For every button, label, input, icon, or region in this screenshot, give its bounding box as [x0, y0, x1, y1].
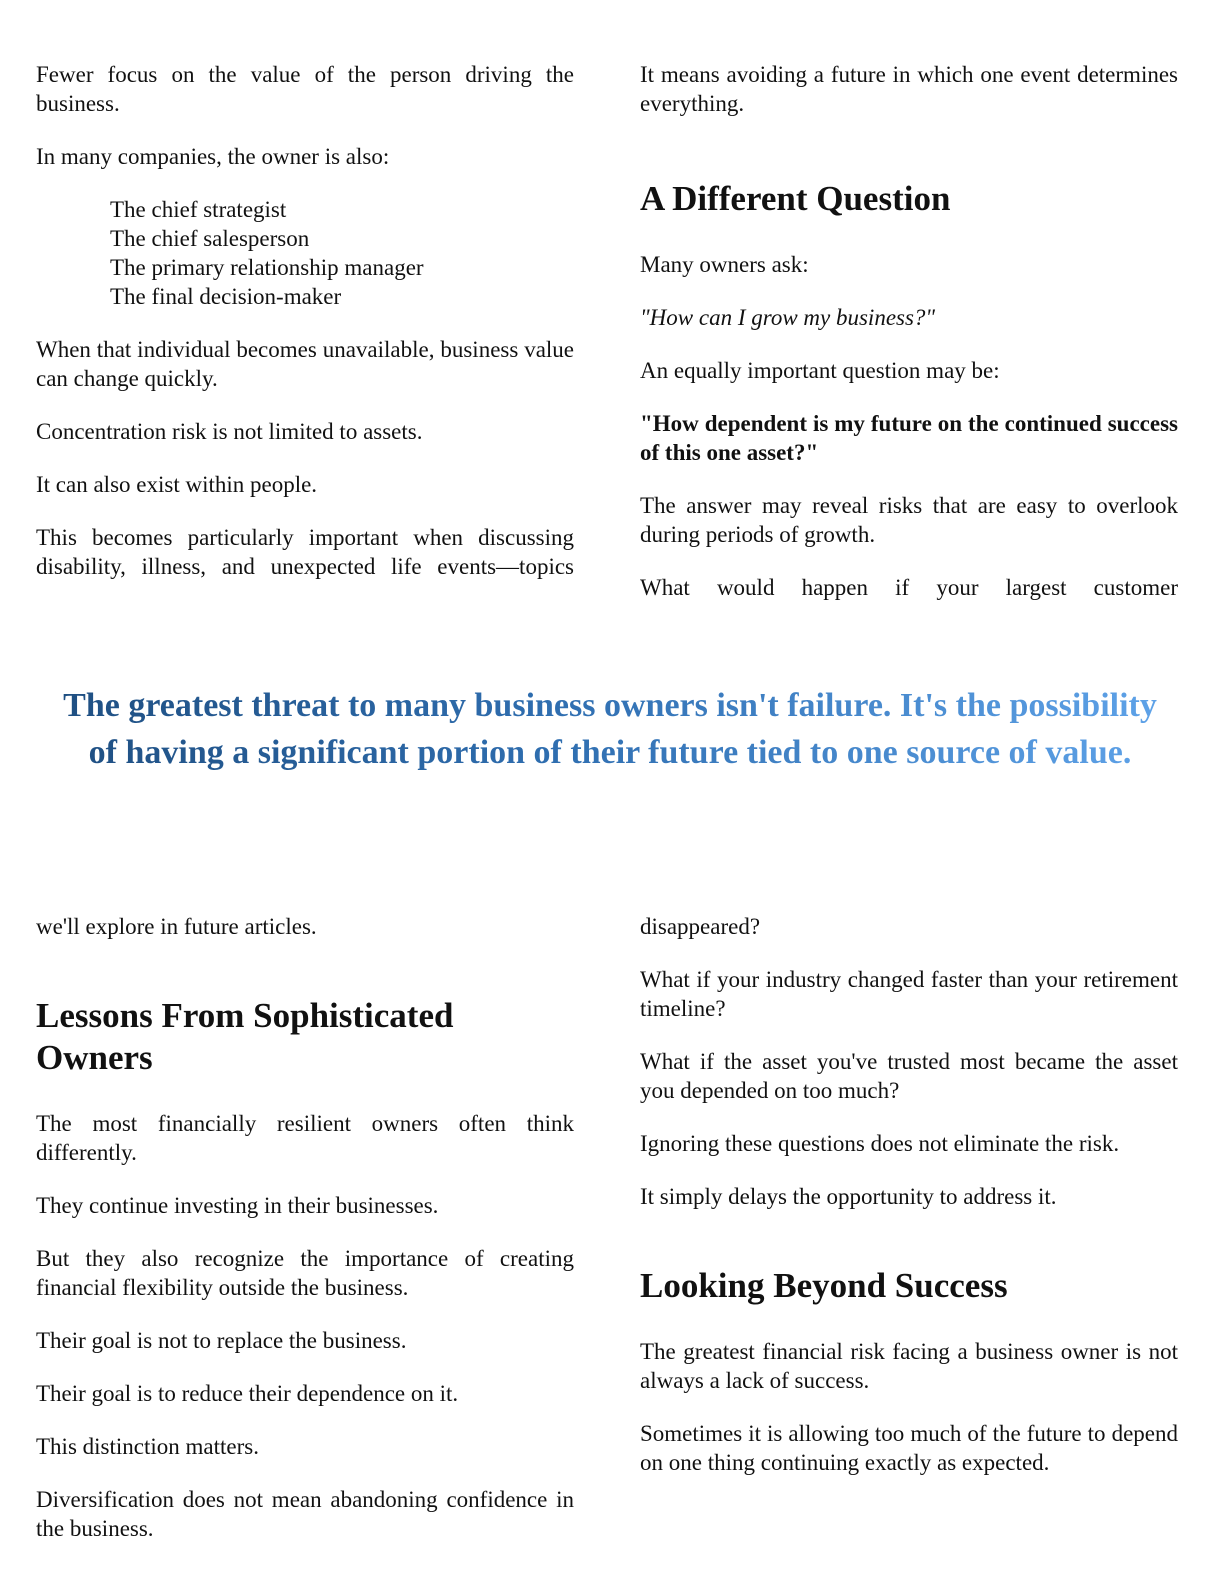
bottom-left-column [36, 912, 574, 1567]
top-left-column [36, 60, 574, 605]
paragraph: Their goal is to reduce their dependence on it. [36, 1381, 459, 1406]
paragraph: Diversification does not mean abandoning confidence in the business. [36, 1487, 574, 1541]
paragraph: The greatest financial risk facing a business owner is not always a lack of success. [640, 1339, 1178, 1393]
paragraph: Many owners ask: [640, 252, 809, 277]
owner-roles-list [36, 195, 574, 311]
list-item: The chief strategist [110, 197, 287, 222]
pull-quote: The greatest threat to many business owners isn't failure. It's the possibility of having a significant portion of their future tied to one source of value. [60, 682, 1160, 776]
list-item: The primary relationship manager [110, 255, 424, 280]
paragraph: This distinction matters. [36, 1434, 259, 1459]
paragraph: They continue investing in their businesses. [36, 1193, 439, 1218]
paragraph: What if your industry changed faster than your retirement timeline? [640, 967, 1178, 1021]
section-heading: Lessons From Sophisticated Owners [36, 996, 454, 1077]
list-item: The final decision-maker [110, 284, 342, 309]
paragraph: But they also recognize the importance of creating financial flexibility outside the business. [36, 1246, 574, 1300]
paragraph: This becomes particularly important when discussing disability, illness, and unexpected life events—topics [36, 525, 574, 579]
section-heading: A Different Question [640, 179, 951, 218]
paragraph: Sometimes it is allowing too much of the future to depend on one thing continuing exactly as expected. [640, 1421, 1178, 1475]
paragraph: Their goal is not to replace the business. [36, 1328, 407, 1353]
bold-question: "How dependent is my future on the continued success of this one asset?" [640, 411, 1178, 465]
paragraph: Fewer focus on the value of the person driving the business. [36, 62, 574, 116]
paragraph: The most financially resilient owners often think differently. [36, 1111, 574, 1165]
paragraph: What if the asset you've trusted most became the asset you depended on too much? [640, 1049, 1178, 1103]
paragraph: In many companies, the owner is also: [36, 144, 390, 169]
paragraph: Concentration risk is not limited to assets. [36, 419, 423, 444]
paragraph: An equally important question may be: [640, 358, 1000, 383]
list-item: The chief salesperson [110, 226, 310, 251]
paragraph: The answer may reveal risks that are easy to overlook during periods of growth. [640, 493, 1178, 547]
paragraph: we'll explore in future articles. [36, 914, 317, 939]
italic-question: "How can I grow my business?" [640, 305, 936, 330]
paragraph: It means avoiding a future in which one event determines everything. [640, 62, 1178, 116]
section-heading: Looking Beyond Success [640, 1266, 1008, 1305]
paragraph: When that individual becomes unavailable, business value can change quickly. [36, 337, 574, 391]
bottom-right-column [640, 912, 1178, 1501]
top-right-column [640, 60, 1178, 626]
paragraph: It simply delays the opportunity to address it. [640, 1184, 1057, 1209]
paragraph: Ignoring these questions does not eliminate the risk. [640, 1131, 1120, 1156]
paragraph: What would happen if your largest customer [640, 575, 1178, 600]
paragraph: It can also exist within people. [36, 472, 318, 497]
paragraph: disappeared? [640, 914, 761, 939]
